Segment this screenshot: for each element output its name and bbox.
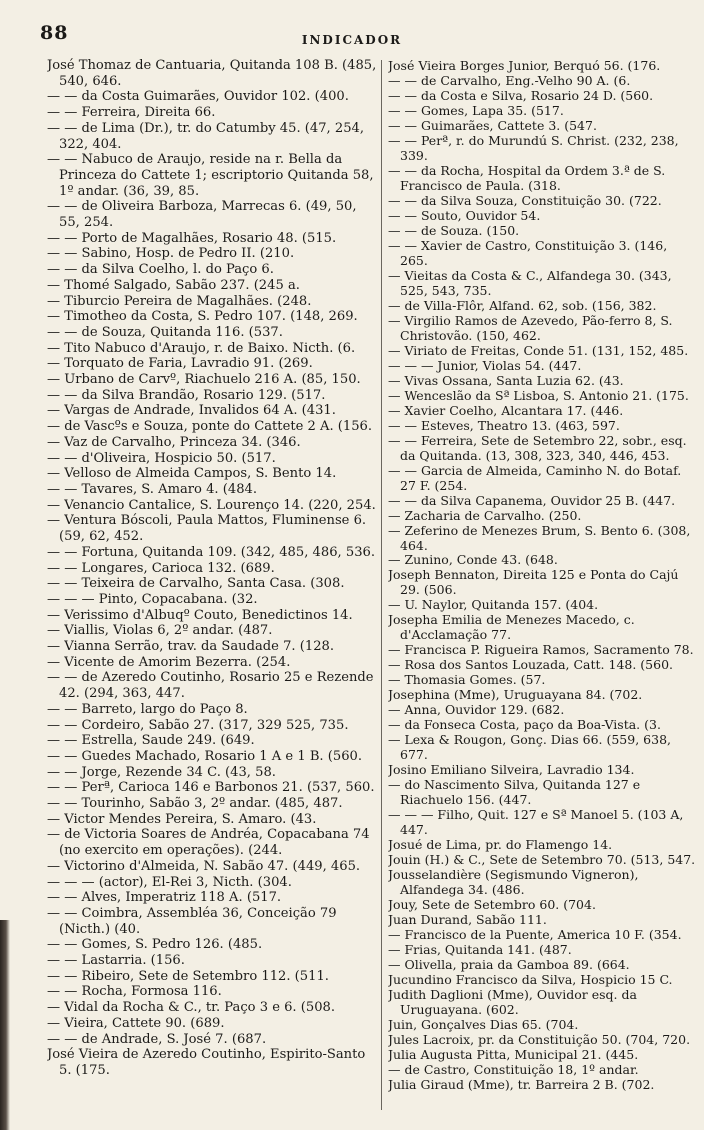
column-divider: [381, 60, 382, 1110]
directory-entry: — — d'Oliveira, Hospicio 50. (517.: [47, 450, 276, 466]
directory-entry: — — Gomes, S. Pedro 126. (485.: [47, 937, 263, 953]
directory-entry: — Xavier Coelho, Alcantara 17. (446.: [388, 402, 624, 418]
directory-entry: — Frias, Quitanda 141. (487.: [388, 942, 572, 958]
directory-entry: — Rosa dos Santos Louzada, Catt. 148. (560.: [388, 657, 674, 673]
directory-entry: — Anna, Ouvidor 129. (682.: [388, 702, 565, 718]
directory-entry: — Venancio Cantalice, S. Lourenço 14. (220, 254.: [47, 497, 376, 513]
directory-entry: — Vivas Ossana, Santa Luzia 62. (43.: [388, 372, 624, 388]
directory-entry: — — Souto, Ouvidor 54.: [388, 207, 541, 223]
directory-entry: — — de Souza. (150.: [388, 222, 520, 238]
directory-entry: — — da Silva Brandão, Rosario 129. (517.: [47, 387, 326, 403]
directory-entry: — Timotheo da Costa, S. Pedro 107. (148, 269.: [47, 309, 358, 325]
directory-entry: Julia Augusta Pitta, Municipal 21. (445.: [388, 1046, 639, 1062]
directory-entry: — — Alves, Imperatriz 118 A. (517.: [47, 890, 282, 906]
directory-entry: — — Fortuna, Quitanda 109. (342, 485, 486, 536.: [47, 544, 376, 560]
directory-entry: — Vidal da Rocha & C., tr. Paço 3 e 6. (508.: [47, 1000, 336, 1016]
directory-entry: Jouy, Sete de Setembro 60. (704.: [388, 897, 596, 913]
directory-entry: — de Vascºs e Souza, ponte do Cattete 2 A. (156.: [47, 419, 373, 435]
directory-entry: — Vieira, Cattete 90. (689.: [47, 1015, 225, 1031]
directory-entry: — Viriato de Freitas, Conde 51. (131, 152, 485.: [388, 342, 689, 358]
directory-entry: — Francisco de la Puente, America 10 F. (354.: [388, 927, 682, 943]
directory-entry: — — de Azeredo Coutinho, Rosario 25 e Rezende 42. (294, 363, 447.: [47, 670, 374, 702]
directory-entry: — Vargas de Andrade, Invalidos 64 A. (431.: [47, 403, 336, 419]
directory-entry: — Tiburcio Pereira de Magalhães. (248.: [47, 293, 312, 309]
page-number: 88: [40, 22, 69, 44]
directory-entry: — da Fonseca Costa, paço da Boa-Vista. (3.: [388, 717, 661, 733]
directory-entry: — Thomasia Gomes. (57.: [388, 672, 546, 688]
left-column: [47, 58, 377, 1079]
directory-entry: — Lexa & Rougon, Gonç. Dias 66. (559, 638, 677.: [388, 732, 671, 763]
directory-entry: — — de Andrade, S. José 7. (687.: [47, 1031, 267, 1047]
directory-entry: Josué de Lima, pr. do Flamengo 14.: [388, 837, 613, 853]
running-title: INDICADOR: [301, 33, 403, 47]
directory-entry: — de Castro, Constituição 18, 1º andar.: [388, 1061, 639, 1077]
binding-edge: [0, 920, 10, 1130]
directory-entry: — Vianna Serrão, trav. da Saudade 7. (128.: [47, 639, 335, 655]
directory-entry: — Torquato de Faria, Lavradio 91. (269.: [47, 356, 313, 372]
directory-entry: Juin, Gonçalves Dias 65. (704.: [388, 1017, 579, 1032]
directory-entry: — — — Pinto, Copacabana. (32.: [47, 591, 258, 607]
directory-entry: — — Cordeiro, Sabão 27. (317, 329 525, 735.: [47, 717, 349, 733]
directory-entry: — — — Junior, Violas 54. (447.: [388, 357, 582, 373]
directory-entry: — — — (actor), El-Rei 3, Nicth. (304.: [47, 874, 292, 890]
directory-entry: — — Longares, Carioca 132. (689.: [47, 560, 275, 576]
directory-entry: — — Esteves, Theatro 13. (463, 597.: [388, 417, 620, 433]
directory-entry: — — de Lima (Dr.), tr. do Catumby 45. (47, 254, 322, 404.: [47, 120, 365, 152]
directory-entry: José Vieira Borges Junior, Berquó 56. (176.: [388, 58, 661, 73]
directory-entry: Jouin (H.) & C., Sete de Setembro 70. (513, 547.: [388, 852, 696, 868]
directory-entry: Judith Daglioni (Mme), Ouvidor esq. da Uruguayana. (602.: [388, 987, 637, 1017]
directory-entry: — Vicente de Amorim Bezerra. (254.: [47, 654, 291, 670]
directory-entry: — Velloso de Almeida Campos, S. Bento 14.: [47, 466, 337, 482]
directory-entry: — Urbano de Carvº, Riachuelo 216 A. (85, 150.: [47, 372, 361, 388]
directory-entry: — — Guimarães, Cattete 3. (547.: [388, 117, 597, 133]
directory-entry: — — Tourinho, Sabão 3, 2º andar. (485, 487.: [47, 796, 343, 812]
directory-entry: — — de Souza, Quitanda 116. (537.: [47, 324, 283, 340]
directory-entry: — Ventura Bóscoli, Paula Mattos, Fluminense 6. (59, 62, 452.: [47, 513, 367, 545]
directory-entry: — — Guedes Machado, Rosario 1 A e 1 B. (560.: [47, 748, 363, 764]
directory-entry: Josephina (Mme), Uruguayana 84. (702.: [388, 687, 643, 703]
directory-entry: — Verissimo d'Albuqº Couto, Benedictinos 14.: [47, 607, 353, 623]
directory-entry: — Viallis, Violas 6, 2º andar. (487.: [47, 623, 273, 639]
directory-entry: — — Rocha, Formosa 116.: [47, 984, 222, 1000]
directory-entry: — — da Silva Capanema, Ouvidor 25 B. (447.: [388, 492, 676, 508]
directory-entry: — Thomé Salgado, Sabão 237. (245 a.: [47, 277, 300, 293]
directory-entry: — — Gomes, Lapa 35. (517.: [388, 102, 564, 118]
directory-entry: — — Nabuco de Araujo, reside na r. Bella da Princeza do Cattete 1; escriptorio Quitanda 58, 1º andar. (36, 39, 85.: [47, 152, 374, 199]
directory-entry: — Vaz de Carvalho, Princeza 34. (346.: [47, 434, 301, 450]
directory-entry: Joseph Bennaton, Direita 125 e Ponta do Cajú 29. (506.: [388, 567, 679, 598]
directory-entry: — — Ferreira, Sete de Setembro 22, sobr., esq. da Quitanda. (13, 308, 323, 340, 446, 453.: [388, 432, 687, 463]
directory-entry: — — Jorge, Rezende 34 C. (43, 58.: [47, 764, 276, 780]
directory-entry: — Francisca P. Rigueira Ramos, Sacramento 78.: [388, 642, 694, 658]
directory-entry: — do Nascimento Silva, Quitanda 127 e Riachuelo 156. (447.: [388, 777, 641, 808]
directory-entry: José Thomaz de Cantuaria, Quitanda 108 B. (485, 540, 646.: [47, 58, 377, 89]
directory-entry: — — Xavier de Castro, Constituição 3. (146, 265.: [388, 237, 668, 268]
directory-entry: — Victor Mendes Pereira, S. Amaro. (43.: [47, 811, 317, 827]
directory-entry: — — Garcia de Almeida, Caminho N. do Botaf. 27 F. (254.: [388, 462, 682, 493]
directory-entry: Juan Durand, Sabão 111.: [388, 912, 547, 928]
directory-entry: Jules Lacroix, pr. da Constituição 50. (704, 720.: [388, 1031, 691, 1047]
directory-entry: — Zacharia de Carvalho. (250.: [388, 507, 582, 523]
directory-entry: — — Perª, Carioca 146 e Barbonos 21. (537, 560.: [47, 780, 375, 796]
directory-entry: Josepha Emilia de Menezes Macedo, c. d'Acclamação 77.: [388, 612, 635, 643]
directory-entry: — — Barreto, largo do Paço 8.: [47, 701, 248, 717]
directory-entry: — Wenceslão da Sª Lisboa, S. Antonio 21. (175.: [388, 387, 689, 403]
directory-entry: — — da Silva Coelho, l. do Paço 6.: [47, 262, 274, 278]
directory-entry: Josino Emiliano Silveira, Lavradio 134.: [388, 762, 635, 778]
directory-entry: — — Estrella, Saude 249. (649.: [47, 733, 255, 749]
directory-entry: — — da Rocha, Hospital da Ordem 3.ª de S. Francisco de Paula. (318.: [388, 162, 666, 193]
directory-entry: — — Perª, r. do Murundú S. Christ. (232, 238, 339.: [388, 132, 679, 163]
directory-entry: — de Victoria Soares de Andréa, Copacabana 74 (no exercito em operações). (244.: [47, 827, 370, 859]
directory-entry: — Olivella, praia da Gamboa 89. (664.: [388, 957, 630, 973]
directory-entry: — — Tavares, S. Amaro 4. (484.: [47, 481, 258, 497]
directory-entry: — — da Silva Souza, Constituição 30. (722.: [388, 192, 662, 208]
directory-entry: — Tito Nabuco d'Araujo, r. de Baixo. Nicth. (6.: [47, 340, 356, 356]
directory-entry: — Zunino, Conde 43. (648.: [388, 552, 558, 568]
directory-entry: José Vieira de Azeredo Coutinho, Espirito-Santo 5. (175.: [47, 1047, 366, 1078]
directory-entry: — — de Carvalho, Eng.-Velho 90 A. (6.: [388, 72, 631, 88]
directory-entry: — — Coimbra, Assembléa 36, Conceição 79 (Nicth.) (40.: [47, 905, 337, 937]
right-column: [388, 58, 698, 1092]
directory-entry: — — Porto de Magalhães, Rosario 48. (515.: [47, 230, 337, 246]
directory-entry: — — Teixeira de Carvalho, Santa Casa. (308.: [47, 576, 345, 592]
directory-entry: — — Ribeiro, Sete de Setembro 112. (511.: [47, 968, 329, 984]
directory-entry: — — — Filho, Quit. 127 e Sª Manoel 5. (103 A, 447.: [388, 807, 684, 838]
directory-entry: — — Lastarria. (156.: [47, 953, 185, 969]
directory-entry: Julia Giraud (Mme), tr. Barreira 2 B. (702.: [388, 1076, 655, 1092]
directory-entry: — de Villa-Flôr, Alfand. 62, sob. (156, 382.: [388, 297, 657, 313]
directory-entry: Jucundino Francisco da Silva, Hospicio 15 C.: [388, 972, 673, 988]
directory-entry: — — da Costa e Silva, Rosario 24 D. (560.: [388, 87, 654, 103]
directory-entry: — Zeferino de Menezes Brum, S. Bento 6. (308, 464.: [388, 522, 691, 553]
directory-entry: — Virgilio Ramos de Azevedo, Pão-ferro 8, S. Christovão. (150, 462.: [388, 312, 673, 343]
directory-entry: — U. Naylor, Quitanda 157. (404.: [388, 597, 599, 613]
directory-entry: — — da Costa Guimarães, Ouvidor 102. (400.: [47, 89, 349, 105]
directory-entry: — — Sabino, Hosp. de Pedro II. (210.: [47, 246, 295, 262]
directory-entry: — Vieitas da Costa & C., Alfandega 30. (343, 525, 543, 735.: [388, 267, 672, 298]
page-header: [0, 0, 704, 52]
directory-entry: — — Ferreira, Direita 66.: [47, 105, 216, 121]
directory-entry: Jousselandière (Segismundo Vigneron), Alfandega 34. (486.: [388, 867, 639, 898]
directory-entry: — Victorino d'Almeida, N. Sabão 47. (449, 465.: [47, 858, 361, 874]
directory-entry: — — de Oliveira Barboza, Marrecas 6. (49, 50, 55, 254.: [47, 199, 357, 231]
